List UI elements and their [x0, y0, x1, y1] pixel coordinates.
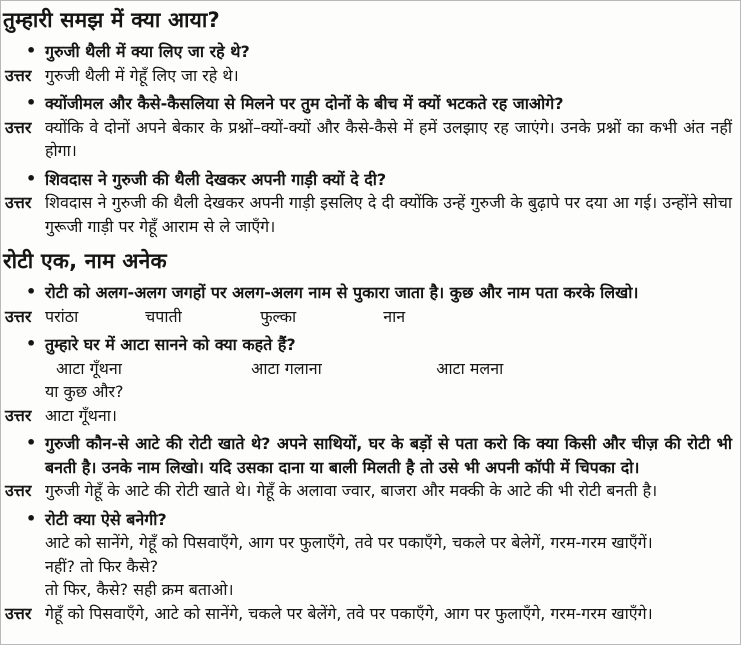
section1-heading: तुम्हारी समझ में क्या आया? — [3, 8, 220, 32]
answer-label: उत्तर — [5, 481, 32, 500]
question-item — [3, 40, 735, 64]
answer-label: उत्तर — [5, 193, 32, 212]
bullet-icon: • — [26, 282, 37, 301]
answer-option: फुल्का — [260, 306, 297, 326]
bullet-icon: • — [26, 93, 37, 112]
question-item — [3, 92, 735, 116]
question-text: शिवदास ने गुरुजी की थैली देखकर अपनी गाड़ी क्यों दे दी? — [45, 169, 387, 189]
question-item — [3, 508, 735, 532]
answer-row — [3, 602, 735, 626]
question-text: रोटी को अलग-अलग जगहों पर अलग-अलग नाम से पुकारा जाता है। कुछ और नाम पता करके लिखो। — [45, 283, 639, 302]
option-item: आटा मलना — [436, 358, 504, 378]
answer-option: परांठा — [45, 306, 79, 326]
answer-row — [3, 116, 735, 163]
answer-text: शिवदास ने गुरुजी की थैली देखकर अपनी गाड़ी इसलिए दे दी क्योंकि उन्हें गुरुजी के बुढ़ापे पर दया आ गई। उन्होंने सोचा गुरूजी गाड़ी पर गेहूँ आराम से ले जाएँगे। — [45, 193, 732, 236]
options-row — [3, 357, 735, 381]
bullet-icon: • — [26, 433, 37, 452]
answer-text: गेहूँ को पिसवाएँगे, आटे को सानेंगे, चकले पर बेलेंगे, तवे पर पकाएँगे, आग पर फुलाएँगे, गरम-गरम खाएँगे। — [45, 603, 653, 623]
answer-text: क्योंकि वे दोनों अपने बेकार के प्रश्नों–क्यों-क्यों और कैसे-कैसे में हमें उलझाए रह जाएंगे। उनके प्रश्नों का कभी अंत नहीं होगा। — [45, 117, 732, 160]
answer-label: उत्तर — [5, 405, 32, 425]
answer-text: आटा गूँथना। — [45, 405, 117, 425]
question-item — [3, 168, 735, 192]
question-text: तुम्हारे घर में आटा सानने को क्या कहते हैं? — [45, 335, 296, 354]
prompt-text: नहीं? तो फिर कैसे? — [45, 556, 159, 576]
answer-options-row — [3, 305, 735, 329]
answer-label: उत्तर — [5, 306, 32, 326]
question-text: गुरुजी थैली में क्या लिए जा रहे थे? — [45, 42, 250, 61]
steps-line-text: आटे को सानेंगे, गेहूँ को पिसवाएँगे, आग पर फुलाएँगे, तवे पर पकाएँगे, चकले पर बेलेगें, गरम-गरम खाएँगें। — [45, 533, 653, 552]
answer-label: उत्तर — [5, 603, 32, 623]
more-option-text: या कुछ और? — [45, 382, 124, 401]
prompt-row — [3, 578, 735, 602]
section2-heading: रोटी एक, नाम अनेक — [3, 249, 167, 273]
answer-row — [3, 191, 735, 238]
prompt-text: तो फिर, कैसे? सही क्रम बताओ। — [45, 580, 234, 599]
answer-label: उत्तर — [5, 117, 32, 137]
prompt-row — [3, 555, 735, 579]
option-item: आटा गूँथना — [56, 358, 122, 378]
bullet-icon: • — [26, 168, 37, 188]
answer-option: नान — [383, 306, 406, 326]
question-text: क्योंजीमल और कैसे-कैसलिया से मिलने पर तुम दोनों के बीच में क्यों भटकते रह जाओगे? — [45, 94, 564, 113]
option-item: आटा गलाना — [251, 358, 322, 378]
answer-row — [3, 479, 735, 503]
bullet-icon: • — [26, 334, 37, 353]
answer-option: चपाती — [145, 306, 182, 326]
steps-line-row — [3, 531, 735, 555]
question-text: गुरुजी कौन-से आटे की रोटी खाते थे? अपने साथियों, घर के बड़ों से पता करो कि क्या किसी और चीज़ की रोटी भी बनती है। उनके नाम लिखो। यदि उसका दाना या बाली मिलती है तो उसे भी अपनी कॉपी में चिपका दो। — [45, 434, 732, 477]
bullet-icon: • — [26, 508, 37, 528]
question-item — [3, 281, 735, 305]
answer-label: उत्तर — [5, 65, 32, 85]
question-item — [3, 432, 735, 479]
answer-text: गुरुजी थैली में गेहूँ लिए जा रहे थे। — [45, 65, 239, 85]
answer-row — [3, 64, 735, 88]
answer-row — [3, 404, 735, 428]
question-item — [3, 333, 735, 357]
answer-text: गुरुजी गेहूँ के आटे की रोटी खाते थे। गेहूँ के अलावा ज्वार, बाजरा और मक्की के आटे की भी रोटी बनती है। — [45, 481, 658, 500]
bullet-icon: • — [26, 41, 37, 60]
more-option-row — [3, 380, 735, 404]
question-text: रोटी क्या ऐसे बनेगी? — [45, 509, 167, 529]
